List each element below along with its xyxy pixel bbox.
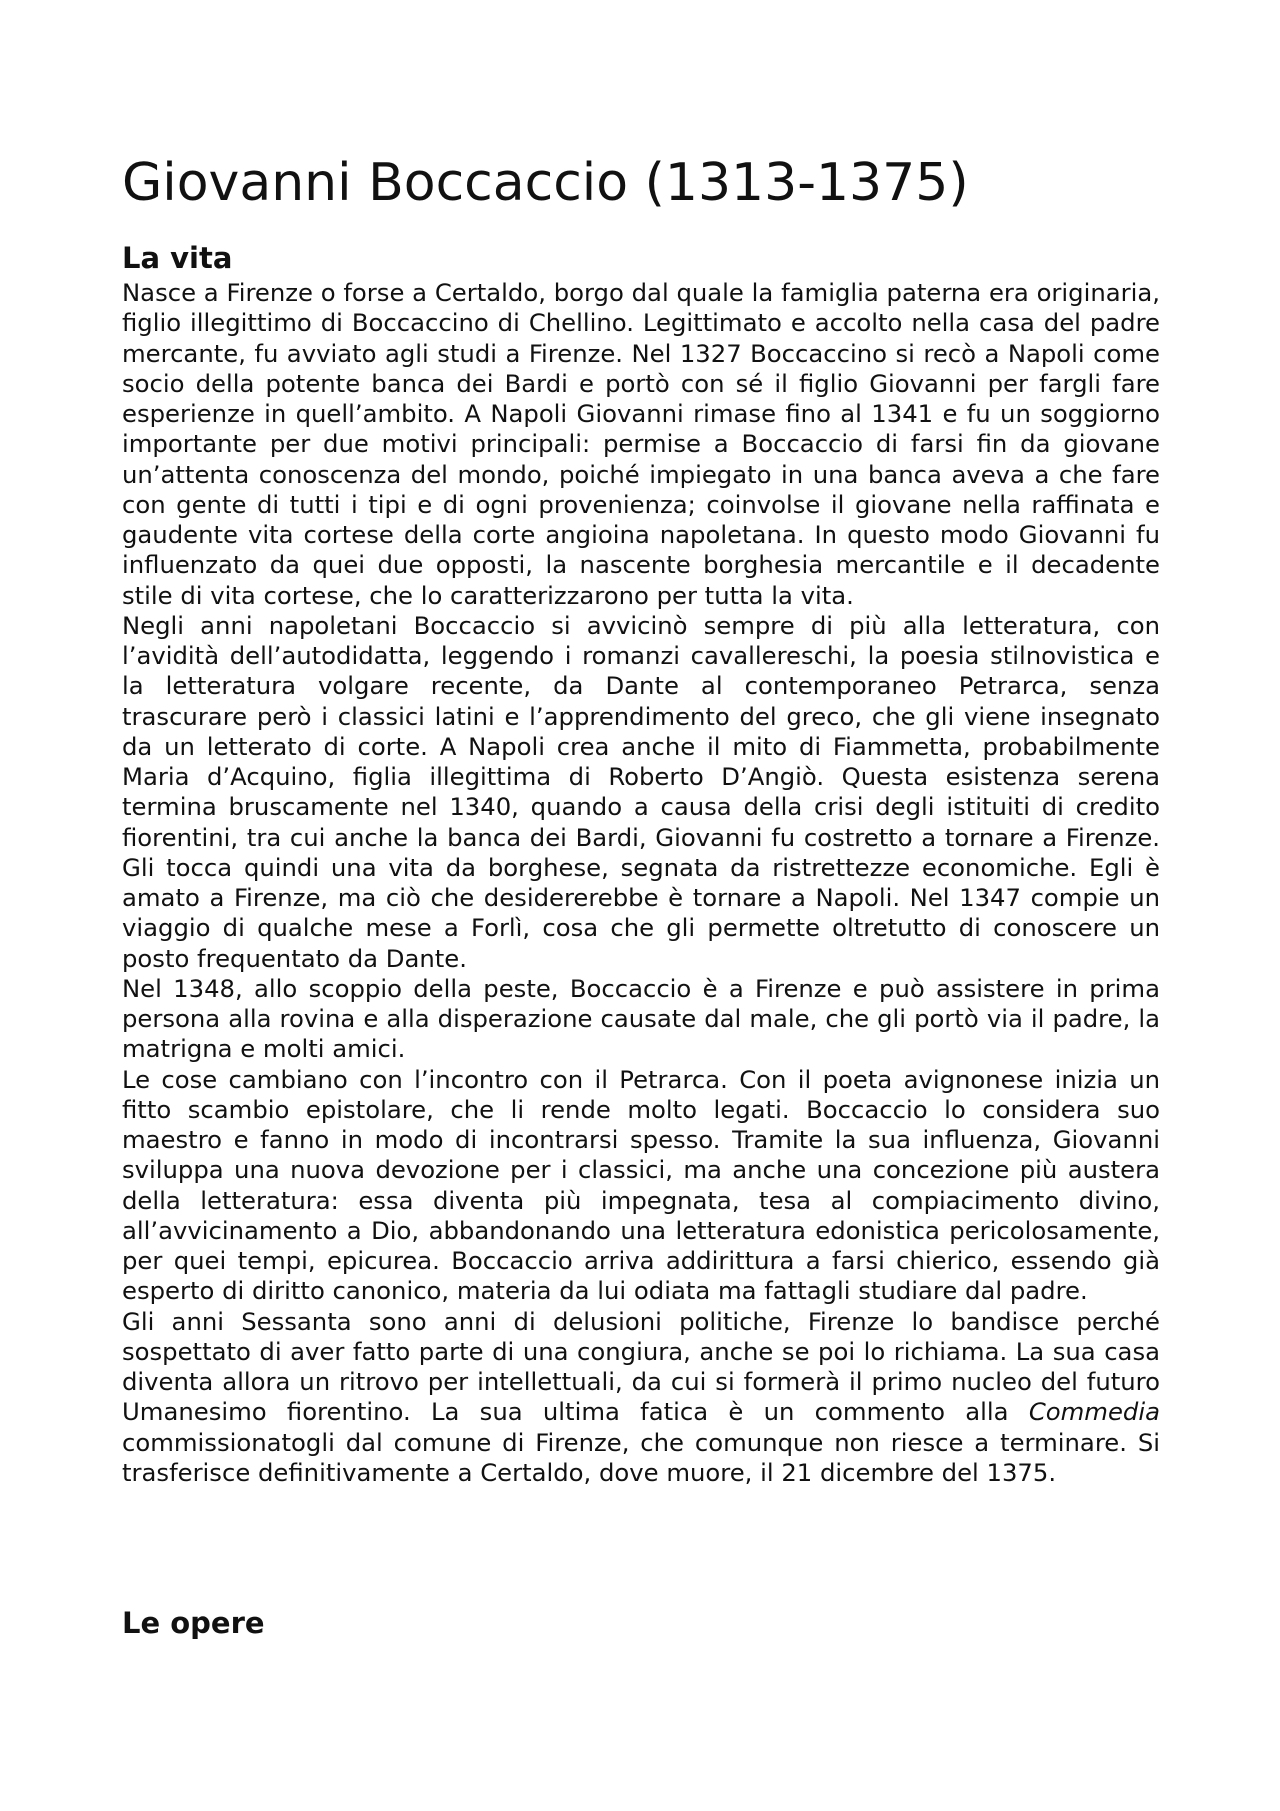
paragraph: Nasce a Firenze o forse a Certaldo, borgo dal quale la famiglia paterna era originaria, figlio illegittimo di Boccaccino di Chellino. Legittimato e accolto nella casa del padre mercante, fu avviato agli studi a Firenze. Nel 1327 Boccaccino si recò a Napoli come socio della potente banca dei Bardi e portò con sé il figlio Giovanni per fargli fare esperienze in quell’ambito. A Napoli Giovanni rimase fino al 1341 e fu un soggiorno importante per due motivi principali: permise a Boccaccio di farsi fin da giovane un’attenta conoscenza del mondo, poiché impiegato in una banca aveva a che fare con gente di tutti i tipi e di ogni provenienza; coinvolse il giovane nella raffinata e gaudente vita cortese della corte angioina napoletana. In questo modo Giovanni fu influenzato da quei due opposti, la nascente borghesia mercantile e il decadente stile di vita cortese, che lo caratterizzarono per tutta la vita. [122, 278, 1160, 610]
work-title-commedia: Commedia [1028, 1397, 1160, 1427]
section-heading-le-opere: Le opere [122, 1606, 265, 1640]
section-body-la-vita [122, 278, 1160, 1488]
paragraph-last [122, 1307, 1160, 1489]
paragraph-text-part: commissionatogli dal comune di Firenze, che comunque non riesce a terminare. Si trasferisce definitivamente a Certaldo, dove muore, il 21 dicembre del 1375. [122, 1427, 1160, 1487]
paragraph: Negli anni napoletani Boccaccio si avvicinò sempre di più alla letteratura, con l’avidità dell’autodidatta, leggendo i romanzi cavallereschi, la poesia stilnovistica e la letteratura volgare recente, da Dante al contemporaneo Petrarca, senza trascurare però i classici latini e l’apprendimento del greco, che gli viene insegnato da un letterato di corte. A Napoli crea anche il mito di Fiammetta, probabilmente Maria d’Acquino, figlia illegittima di Roberto D’Angiò. Questa esistenza serena termina bruscamente nel 1340, quando a causa della crisi degli istituiti di credito fiorentini, tra cui anche la banca dei Bardi, Giovanni fu costretto a tornare a Firenze. Gli tocca quindi una vita da borghese, segnata da ristrettezze economiche. Egli è amato a Firenze, ma ciò che desidererebbe è tornare a Napoli. Nel 1347 compie un viaggio di qualche mese a Forlì, cosa che gli permette oltretutto di conoscere un posto frequentato da Dante. [122, 610, 1160, 973]
section-heading-la-vita: La vita [122, 241, 233, 275]
paragraph: Le cose cambiano con l’incontro con il Petrarca. Con il poeta avignonese inizia un fitto scambio epistolare, che li rende molto legati. Boccaccio lo considera suo maestro e fanno in modo di incontrarsi spesso. Tramite la sua influenza, Giovanni sviluppa una nuova devozione per i classici, ma anche una concezione più austera della letteratura: essa diventa più impegnata, tesa al compiacimento divino, all’avvicinamento a Dio, abbandonando una letteratura edonistica pericolosamente, per quei tempi, epicurea. Boccaccio arriva addirittura a farsi chierico, essendo già esperto di diritto canonico, materia da lui odiata ma fattagli studiare dal padre. [122, 1064, 1160, 1306]
paragraph-text-part: Gli anni Sessanta sono anni di delusioni politiche, Firenze lo bandisce perché sospettato di aver fatto parte di una congiura, anche se poi lo richiama. La sua casa diventa allora un ritrovo per intellettuali, da cui si formerà il primo nucleo del futuro Umanesimo fiorentino. La sua ultima fatica è un commento alla [122, 1306, 1160, 1427]
paragraph: Nel 1348, allo scoppio della peste, Boccaccio è a Firenze e può assistere in prima persona alla rovina e alla disperazione causate dal male, che gli portò via il padre, la matrigna e molti amici. [122, 973, 1160, 1064]
document-title: Giovanni Boccaccio (1313-1375) [122, 153, 969, 213]
